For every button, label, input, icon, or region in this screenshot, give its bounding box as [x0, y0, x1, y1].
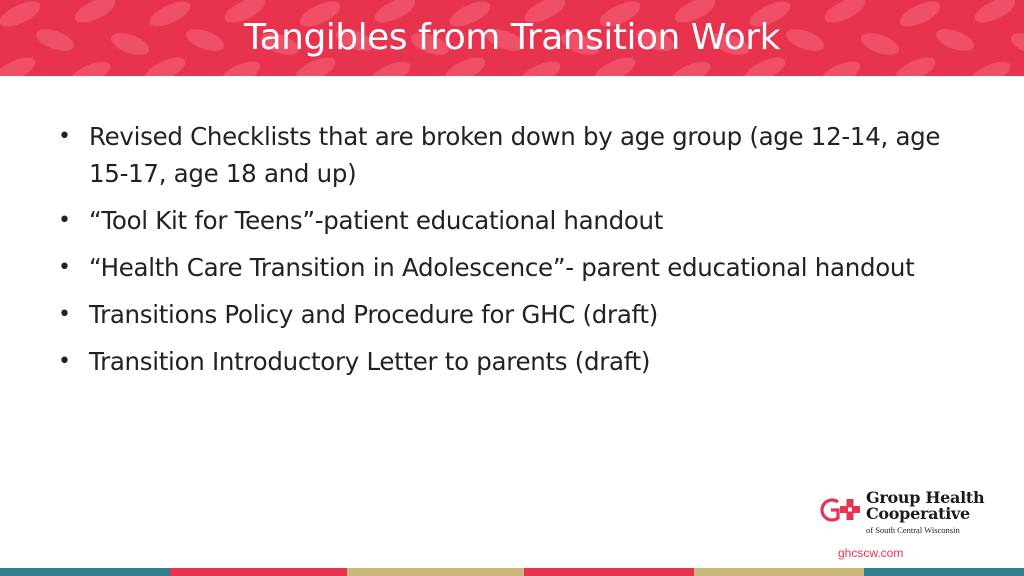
bullet-icon: •	[58, 302, 71, 327]
bullet-icon: •	[58, 349, 71, 374]
bullet-text: “Health Care Transition in Adolescence”- parent educational handout	[89, 253, 915, 282]
footer-segment	[694, 568, 864, 576]
bullet-text: Transitions Policy and Procedure for GHC (draft)	[89, 300, 658, 329]
bullet-icon: •	[58, 124, 71, 149]
group-health-logo	[816, 490, 1012, 562]
bullet-item-tool-kit	[56, 202, 976, 239]
logo-url: ghcscw.com	[838, 546, 904, 560]
bullet-item-letter	[56, 343, 976, 380]
logo-subtitle: of South Central Wisconsin	[866, 525, 960, 535]
bullet-item-policy	[56, 296, 976, 333]
bullet-item-health-care-transition	[56, 249, 976, 286]
footer-color-strip	[0, 568, 1024, 576]
bullet-item-checklists	[56, 118, 976, 192]
content-area	[56, 118, 976, 390]
bullet-text: “Tool Kit for Teens”-patient educational handout	[89, 206, 664, 235]
header-band	[0, 0, 1024, 76]
footer-segment	[170, 568, 347, 576]
bullet-text: Transition Introductory Letter to parents (draft)	[89, 347, 651, 376]
bullet-icon: •	[58, 255, 71, 280]
footer-segment	[0, 568, 170, 576]
bullet-text: Revised Checklists that are broken down by age group (age 12-14, age 15-17, age 18 and up)	[89, 122, 941, 188]
slide-title: Tangibles from Transition Work	[244, 17, 780, 58]
footer-segment	[347, 568, 524, 576]
footer-segment	[864, 568, 1024, 576]
gh-cross-logo-icon	[816, 496, 864, 524]
logo-name-line2: Cooperative	[866, 504, 970, 523]
logo-name	[866, 490, 984, 522]
logo-name-line1: Group Health	[866, 488, 985, 507]
footer-segment	[524, 568, 694, 576]
bullet-list	[56, 118, 976, 380]
bullet-icon: •	[58, 208, 71, 233]
